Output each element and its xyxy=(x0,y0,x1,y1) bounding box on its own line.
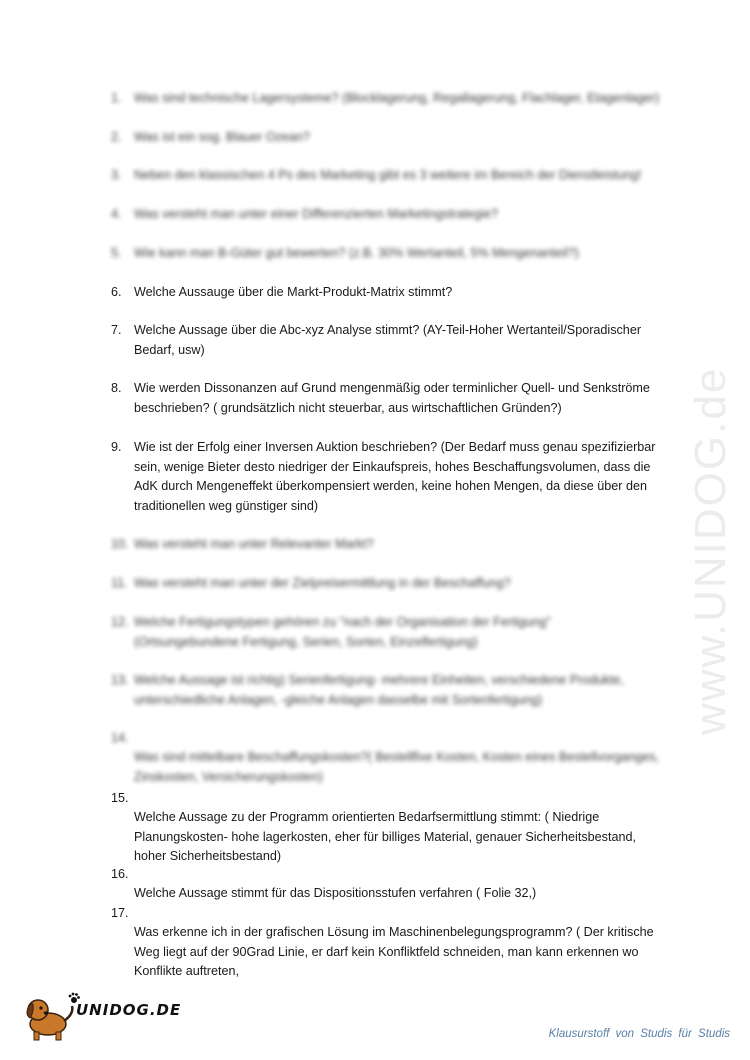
question-text: Welche Aussauge über die Markt-Produkt-Matrix stimmt? xyxy=(134,285,453,299)
question-text: Weg liegt auf der 90Grad Linie, er darf kein Konfliktfeld schneiden, man kann erkennen wo xyxy=(134,944,639,959)
question-number: 12. xyxy=(111,615,129,629)
question-number: 1. xyxy=(111,91,122,105)
question-text: Welche Aussage stimmt für das Dispositionsstufen verfahren ( Folie 32,) xyxy=(134,886,537,900)
question-text: Was versteht man unter Relevanter Markt? xyxy=(134,537,374,551)
question-number: 3. xyxy=(111,168,122,182)
question-text: Wie ist der Erfolg einer Inversen Auktion beschrieben? (Der Bedarf muss genau spezifizierbar xyxy=(134,440,656,454)
question-text: beschrieben? ( grundsätzlich nicht steuerbar, aus wirtschaftlichen Gründen?) xyxy=(134,400,562,415)
question-text: Welche Aussage über die Abc-xyz Analyse stimmt? (AY-Teil-Hoher Wertanteil/Sporadischer xyxy=(134,323,642,337)
question-text: Was versteht man unter einer Differenzierten Marketingstrategie? xyxy=(134,207,498,221)
question-number: 14. xyxy=(111,731,129,745)
question-text: traditionellen weg günstiger sind) xyxy=(134,498,319,513)
footer-tagline: Klausurstoff von Studis für Studis xyxy=(548,1028,730,1040)
question-number: 4. xyxy=(111,207,122,221)
question-number: 10. xyxy=(111,537,129,551)
question-text: Was sind technische Lagersysteme? (Blocklagerung, Regallagerung, Flachlager, Etagenlager) xyxy=(134,91,660,105)
question-text: AdK durch Mengeneffekt überkompensiert werden, keine hohen Mengen, da diese über den xyxy=(134,479,647,493)
question-number: 16. xyxy=(111,867,129,881)
question-text: Wie kann man B-Güter gut bewerten? (z.B. 30% Wertanteil, 5% Mengenanteil?) xyxy=(134,246,579,260)
question-text: Neben den klassischen 4 Ps des Marketing gibt es 3 weitere im Bereich der Dienstleistung! xyxy=(134,168,642,182)
question-number: 13. xyxy=(111,673,129,687)
question-text: Wie werden Dissonanzen auf Grund mengenmäßig oder terminlicher Quell- und Senkströme xyxy=(134,381,650,395)
question-number: 2. xyxy=(111,130,122,144)
question-text: Welche Aussage zu der Programm orientierten Bedarfsermittlung stimmt: ( Niedrige xyxy=(134,810,600,824)
question-text: unterschiedliche Anlagen, -gleiche Anlagen dasselbe mit Sortenfertigung) xyxy=(134,692,543,707)
question-text: Welche Fertigungstypen gehören zu "nach der Organisation der Fertigung" xyxy=(134,615,551,629)
question-text: sein, wenige Bieter desto niedriger der Einkaufspreis, hohes Beschaffungsvolumen, dass die xyxy=(134,459,651,474)
question-number: 7. xyxy=(111,323,122,337)
question-number: 11. xyxy=(111,576,128,590)
question-text: Bedarf, usw) xyxy=(134,342,205,357)
question-number: 15. xyxy=(111,791,129,805)
question-number: 8. xyxy=(111,381,122,395)
question-text: (Ortsungebundene Fertigung, Serien, Sorten, Einzelfertigung) xyxy=(134,634,478,649)
watermark: www.UNIDOG.de xyxy=(686,366,735,735)
question-number: 17. xyxy=(111,906,129,920)
question-text: Was ist ein sog. Blauer Ozean? xyxy=(134,130,310,144)
question-text: hoher Sicherheitsbestand) xyxy=(134,849,282,863)
question-text: Was versteht man unter der Zielpreisermittlung in der Beschaffung? xyxy=(134,576,511,590)
question-text: Was sind mittelbare Beschaffungskosten?( Bestellfixe Kosten, Kosten eines Bestellvorganges, xyxy=(134,750,660,764)
question-text: Konflikte auftreten, xyxy=(134,964,240,978)
question-text: Welche Aussage ist richtig) Serienfertigung- mehrere Einheiten, verschiedene Produkte, xyxy=(134,673,624,687)
question-number: 5. xyxy=(111,246,122,260)
unidog-logo[interactable] xyxy=(22,988,192,1042)
question-number: 6. xyxy=(111,285,122,299)
logo-text: UNIDOG.DE xyxy=(76,1001,182,1019)
question-number: 9. xyxy=(111,440,122,454)
question-text: Zinskosten, Versicherungskosten) xyxy=(134,769,323,784)
question-text: Planungskosten- hohe lagerkosten, eher für billiges Material, genauer Sicherheitsbestand, xyxy=(134,829,636,844)
question-text: Was erkenne ich in der grafischen Lösung im Maschinenbelegungsprogramm? ( Der kritische xyxy=(134,925,654,939)
